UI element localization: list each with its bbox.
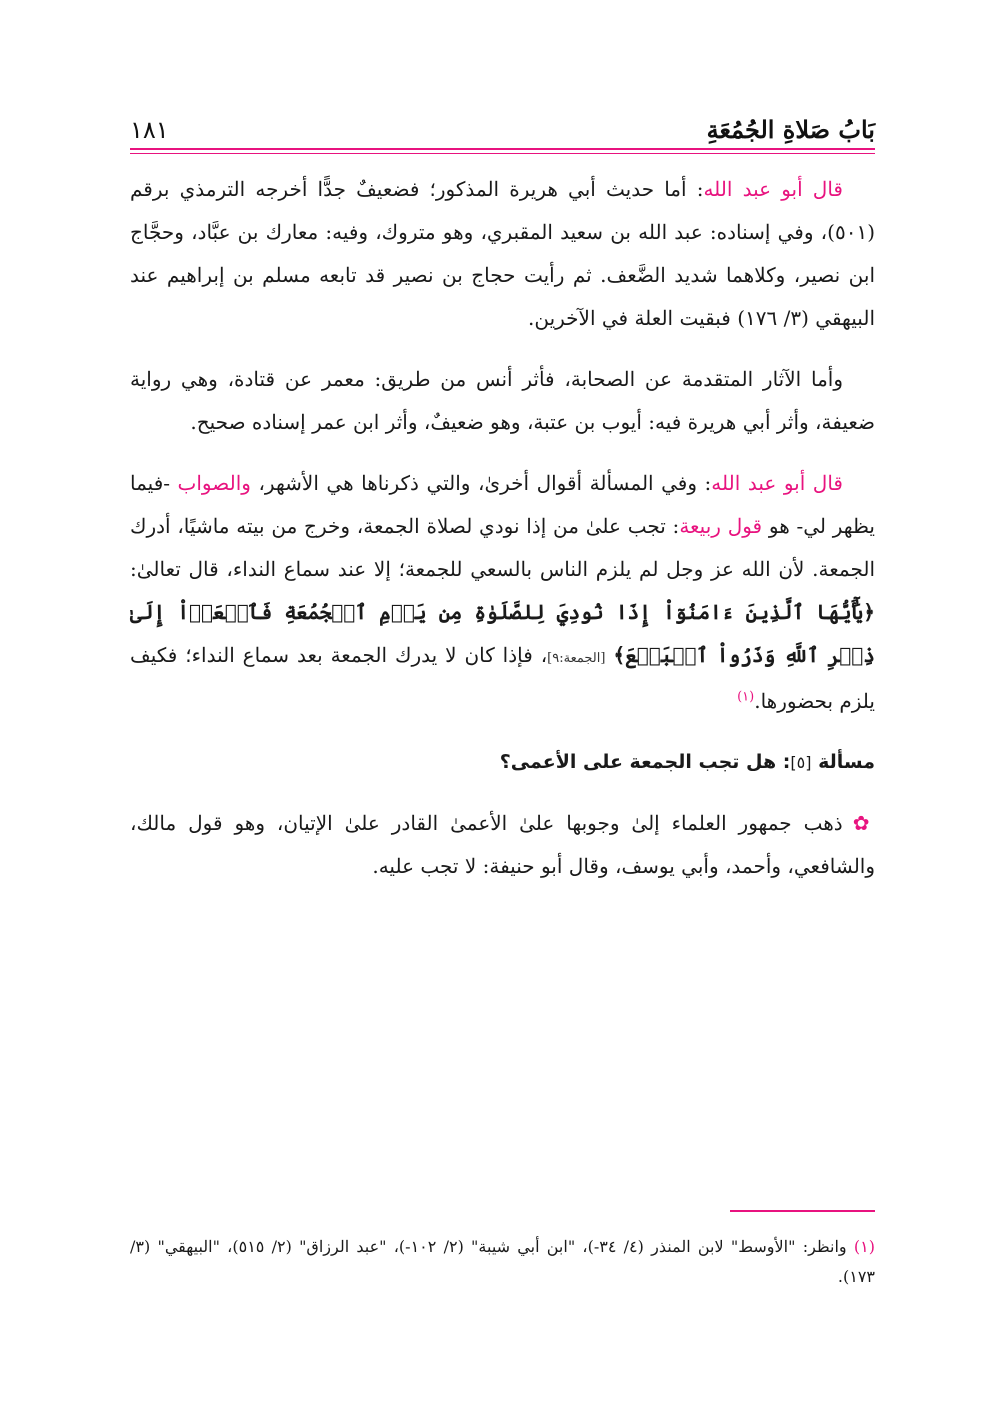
page-number: ١٨١ [130,116,169,144]
paragraph-3-text-b: -فيما يظهر لي- هو [130,471,875,538]
paragraph-2-text: وأما الآثار المتقدمة عن الصحابة، فأثر أنس من طريق: معمر عن قتادة، وهي رواية ضعيفة، وأثر أبي هريرة فيه: أيوب بن عتبة، وهو ضعيفٌ، وأثر ابن عمر إسناده صحيح. [130,367,875,434]
paragraph-3-text-c: : تجب علىٰ من إذا نودي لصلاة الجمعة، وخرج من بيته ماشيًا، أدرك الجمعة. لأن الله عز وجل لم يلزم الناس بالسعي للجمعة؛ إلا عند سماع النداء، قال تعالىٰ: [130,514,875,581]
question-number: [٥] [790,753,812,772]
paragraph-3-text-a: : وفي المسألة أقوال أخرىٰ، والتي ذكرناها هي الأشهر، [250,471,712,495]
flower-ornament-icon: ✿ [852,811,875,835]
paragraph-4-text: ذهب جمهور العلماء إلىٰ وجوبها علىٰ الأعمىٰ القادر علىٰ الإتيان، وهو قول مالك، والشافعي، وأحمد، وأبي يوسف، وقال أبو حنيفة: لا تجب عليه. [130,811,875,878]
question-text: : هل تجب الجمعة على الأعمى؟ [499,751,791,773]
footnote-rule [730,1210,875,1212]
footnote-number: (١) [853,1237,875,1256]
speaker-label: قال أبو عبد الله [711,471,843,495]
header-rule-thin [130,153,875,154]
quran-reference: [الجمعة:٩] [547,651,606,666]
sawab-highlight: والصواب [177,471,251,495]
question-label: مسألة [818,751,875,773]
paragraph-2 [130,358,875,444]
paragraph-4 [130,802,875,888]
header-rule [130,148,875,150]
question-heading [130,741,875,784]
paragraph-3-text-d: ، فإذا كان لا يدرك الجمعة بعد سماع النداء؛ فكيف يلزم بحضورها. [130,643,875,713]
page-header [130,108,875,144]
speaker-label: قال أبو عبد الله [703,177,843,201]
rabia-highlight: قول ربيعة [679,514,763,538]
paragraph-1-text: : أما حديث أبي هريرة المذكور؛ فضعيفٌ جدًّا أخرجه الترمذي برقم (٥٠١)، وفي إسناده: عبد الله بن سعيد المقبري، وهو متروك، وفيه: معارك بن عبَّاد، وحجَّاج ابن نصير، وكلاهما شديد الضَّعف. ثم رأيت حجاج بن نصير قد تابعه مسلم بن إبراهيم عند البيهقي (٣/ ١٧٦) فبقيت العلة في الآخرين. [130,177,875,330]
footnote [130,1232,875,1292]
footnote-text: وانظر: "الأوسط" لابن المنذر (٤/ ٣٤-)، "ابن أبي شيبة" (٢/ ١٠٢-)، "عبد الرزاق" (٢/ ٥١٥)، "البيهقي" (٣/ ١٧٣). [130,1237,875,1286]
quran-verse: ﴿يَٰٓأَيُّهَا ٱلَّذِينَ ءَامَنُوٓاْ إِذَا نُودِيَ لِلصَّلَوٰةِ مِن يَوۡمِ ٱلۡجُمُعَةِ فَٱسۡعَوۡاْ إِلَىٰ ذِكۡرِ ٱللَّهِ وَذَرُواْ ٱلۡبَيۡعَ﴾ [130,600,875,667]
footnote-marker[interactable]: (١) [737,689,755,705]
paragraph-1 [130,168,875,340]
main-text [130,168,875,906]
paragraph-3 [130,462,875,723]
chapter-title: بَابُ صَلاةِ الجُمُعَةِ [706,115,875,144]
